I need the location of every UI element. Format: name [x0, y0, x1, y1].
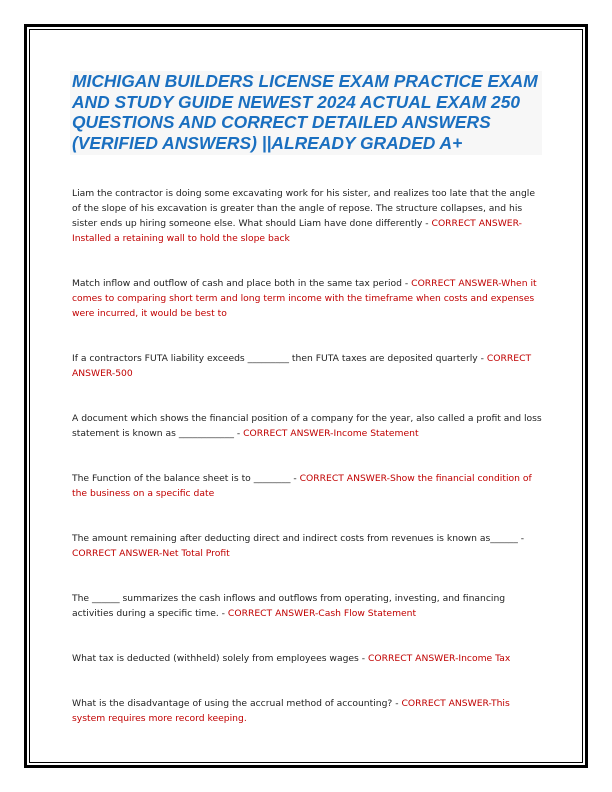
qa-item — [72, 351, 544, 381]
qa-item — [72, 411, 544, 441]
answer-text: CORRECT ANSWER-This system requires more record keeping. — [72, 698, 510, 724]
qa-item — [72, 186, 544, 246]
answer-text: CORRECT ANSWER-500 — [72, 353, 532, 379]
answer-text: CORRECT ANSWER-Income Statement — [243, 428, 419, 439]
question-text: A document which shows the financial position of a company for the year, also called a profit and loss statement is known as ____________ - — [72, 413, 542, 439]
qa-item — [72, 471, 544, 501]
question-text: What tax is deducted (withheld) solely from employees wages - — [72, 653, 369, 664]
qa-item — [72, 696, 544, 726]
qa-item — [72, 276, 544, 321]
question-text: The ______ summarizes the cash inflows and outflows from operating, investing, and financing activities during a specific time. - — [72, 593, 506, 619]
question-text: Match inflow and outflow of cash and place both in the same tax period - — [72, 278, 412, 289]
qa-item — [72, 591, 544, 621]
qa-item — [72, 651, 544, 666]
answer-text: CORRECT ANSWER-When it comes to comparing short term and long term income with the timeframe when costs and expenses were incurred, it would be best to — [72, 278, 537, 319]
answer-text: CORRECT ANSWER-Net Total Profit — [72, 548, 230, 559]
question-text: What is the disadvantage of using the accrual method of accounting? - — [72, 698, 402, 709]
question-text: The Function of the balance sheet is to ________ - — [72, 473, 300, 484]
qa-item — [72, 531, 544, 561]
answer-text: CORRECT ANSWER-Installed a retaining wall to hold the slope back — [72, 218, 522, 244]
qa-list — [72, 186, 544, 726]
question-text: Liam the contractor is doing some excavating work for his sister, and realizes too late that the angle of the slope of his excavation is greater than the angle of repose. The structure collapses, and his sister ends up hiring someone else. What should Liam have done differently - — [72, 188, 535, 229]
answer-text: CORRECT ANSWER-Show the financial condition of the business on a specific date — [72, 473, 532, 499]
answer-text: CORRECT ANSWER-Cash Flow Statement — [227, 608, 417, 619]
question-text: If a contractors FUTA liability exceeds _________ then FUTA taxes are deposited quarterly - — [72, 353, 487, 364]
title-block — [70, 71, 542, 155]
question-text: The amount remaining after deducting direct and indirect costs from revenues is known as______ - — [72, 533, 525, 544]
document-title: MICHIGAN BUILDERS LICENSE EXAM PRACTICE EXAM AND STUDY GUIDE NEWEST 2024 ACTUAL EXAM 250 QUESTIONS AND CORRECT DETAILED ANSWERS (VERIFIED ANSWERS) ||ALREADY GRADED A+ — [72, 71, 538, 153]
answer-text: CORRECT ANSWER-Income Tax — [368, 653, 511, 664]
